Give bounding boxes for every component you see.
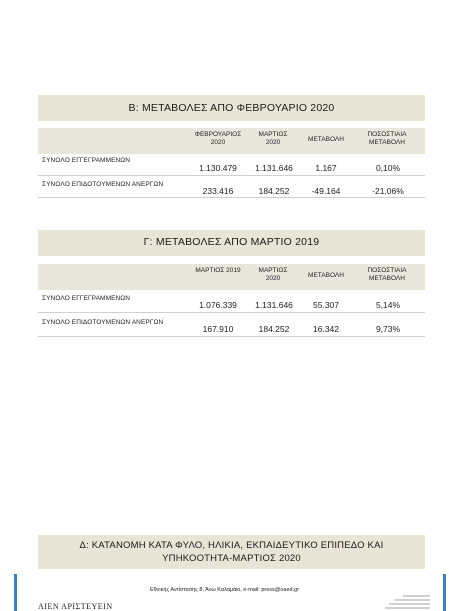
section-c-row2-curr: 184.252 <box>258 324 290 334</box>
section-c-row1-prev: 1.076.339 <box>199 300 237 310</box>
section-c-col-change: ΜΕΤΑΒΟΛΗ <box>308 272 344 279</box>
section-c-row2-change: 16.342 <box>313 324 339 334</box>
section-b-row2-curr: 184.252 <box>258 186 290 196</box>
footer-logo-text: ΑΙΕΝ ΑΡΙΣΤΕΥΕΙΝ <box>38 602 113 611</box>
section-c-col-pct: ΠΟΣΟΣΤΙΑΙΑ ΜΕΤΑΒΟΛΗ <box>367 267 407 282</box>
section-b-row1-divider <box>38 175 425 176</box>
section-c-col-curr: ΜΑΡΤΙΟΣ 2020 <box>258 267 288 282</box>
footer-address: Εθνικής Αντίστασης 8, Άνω Καλαμάκι, e-mail: press@oaed.gr <box>149 587 300 593</box>
footer-stripes-decoration <box>385 595 430 609</box>
section-b-row1-label: ΣΥΝΟΛΟ ΕΓΓΕΓΡΑΜΜΕΝΩΝ <box>42 157 131 164</box>
section-c-row1-curr: 1.131.646 <box>255 300 293 310</box>
section-b-col-pct: ΠΟΣΟΣΤΙΑΙΑ ΜΕΤΑΒΟΛΗ <box>367 131 407 146</box>
section-c-row1-label: ΣΥΝΟΛΟ ΕΓΓΕΓΡΑΜΜΕΝΩΝ <box>42 295 131 302</box>
section-b-col-prev: ΦΕΒΡΟΥΑΡΙΟΣ 2020 <box>194 131 242 146</box>
section-c-row2-pct: 9,73% <box>375 324 401 334</box>
section-c-row2-label: ΣΥΝΟΛΟ ΕΠΙΔΟΤΟΥΜΕΝΩΝ ΑΝΕΡΓΩΝ <box>42 319 164 326</box>
section-d-title-line2: ΥΠΗΚΟΟΤΗΤΑ-ΜΑΡΤΙΟΣ 2020 <box>162 553 301 564</box>
section-b-row1-change: 1.167 <box>315 163 337 173</box>
section-b-col-change: ΜΕΤΑΒΟΛΗ <box>308 136 344 143</box>
section-b-row2-prev: 233.416 <box>202 186 234 196</box>
section-c-title: Γ: ΜΕΤΑΒΟΛΕΣ ΑΠΟ ΜΑΡΤΙΟ 2019 <box>38 230 425 256</box>
section-b-title: Β: ΜΕΤΑΒΟΛΕΣ ΑΠΟ ΦΕΒΡΟΥΑΡΙΟ 2020 <box>38 95 425 121</box>
section-c-col-prev: ΜΑΡΤΙΟΣ 2019 <box>195 267 241 274</box>
section-b-row1-curr: 1.131.646 <box>255 163 293 173</box>
section-b-row2-pct: -21,06% <box>372 186 404 196</box>
section-c-row1-pct: 5,14% <box>375 300 401 310</box>
section-d-title-line1: Δ: ΚΑΤΑΝΟΜΗ ΚΑΤΑ ΦΥΛΟ, ΗΛΙΚΙΑ, ΕΚΠΑΙΔΕΥΤΙΚΟ ΕΠΙΠΕΔΟ ΚΑΙ <box>79 540 384 551</box>
section-b-row1-prev: 1.130.479 <box>199 163 237 173</box>
section-b-row2-divider <box>38 197 425 198</box>
section-b-row1-pct: 0,10% <box>375 163 401 173</box>
section-b-col-curr: ΜΑΡΤΙΟΣ 2020 <box>258 131 288 146</box>
section-b-row2-label: ΣΥΝΟΛΟ ΕΠΙΔΟΤΟΥΜΕΝΩΝ ΑΝΕΡΓΩΝ <box>42 181 164 188</box>
section-c-row1-change: 55.307 <box>313 300 339 310</box>
section-c-row1-divider <box>38 312 425 313</box>
section-c-row2-divider <box>38 336 425 337</box>
section-d-title <box>38 535 425 569</box>
section-c-row2-prev: 167.910 <box>202 324 234 334</box>
section-b-row2-change: -49.164 <box>311 186 341 196</box>
